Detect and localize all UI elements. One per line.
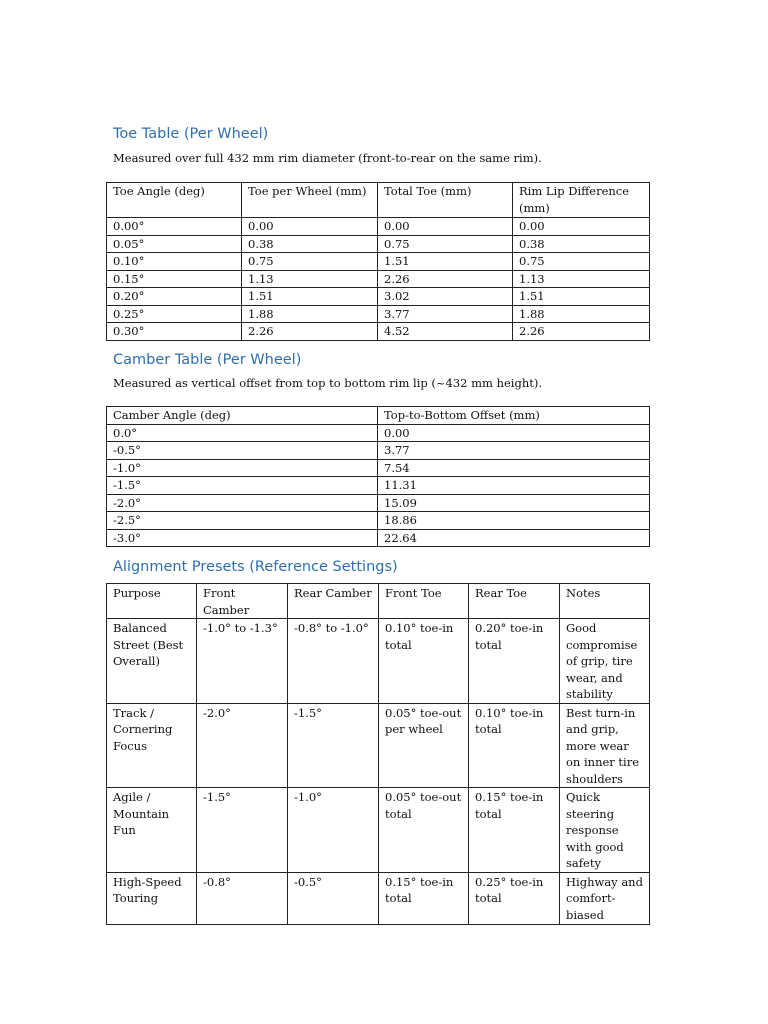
presets-table-cell: 0.25° toe-in total <box>469 872 560 924</box>
presets-table-cell: Rear Toe <box>469 584 560 619</box>
toe-table-cell: 0.00 <box>242 218 378 236</box>
presets-table-cell: -2.0° <box>197 703 288 788</box>
toe-table-cell: 1.88 <box>242 305 378 323</box>
toe-table-cell: Rim Lip Difference (mm) <box>513 183 650 218</box>
toe-table-cell: 1.13 <box>513 270 650 288</box>
toe-table-heading: Toe Table (Per Wheel) <box>113 126 269 142</box>
presets-table <box>106 583 650 925</box>
presets-table-cell: -0.8° <box>197 872 288 924</box>
camber-table-row <box>107 512 650 530</box>
camber-table-row <box>107 442 650 460</box>
toe-table-cell: Toe Angle (deg) <box>107 183 242 218</box>
toe-table-cell: 2.26 <box>378 270 513 288</box>
toe-table-cell: 0.15° <box>107 270 242 288</box>
camber-table-cell: -3.0° <box>107 529 378 547</box>
presets-table-row <box>107 788 650 873</box>
camber-table-cell: -1.0° <box>107 459 378 477</box>
toe-table-cell: 0.75 <box>242 253 378 271</box>
presets-table-cell: Quick steering response with good safety <box>560 788 650 873</box>
presets-table-cell: Front Camber <box>197 584 288 619</box>
toe-table-cell: 3.77 <box>378 305 513 323</box>
camber-table-cell: 15.09 <box>378 494 650 512</box>
presets-table-cell: -1.5° <box>197 788 288 873</box>
toe-table-cell: 1.88 <box>513 305 650 323</box>
presets-table-cell: Balanced Street (Best Overall) <box>107 619 197 704</box>
toe-table-cell: 0.30° <box>107 323 242 341</box>
camber-table-cell: 3.77 <box>378 442 650 460</box>
presets-table-cell: Highway and comfort-biased <box>560 872 650 924</box>
camber-table-cell: Top-to-Bottom Offset (mm) <box>378 407 650 425</box>
toe-table-cell: 1.13 <box>242 270 378 288</box>
presets-table-cell: 0.10° toe-in total <box>469 703 560 788</box>
presets-table-cell: Agile / Mountain Fun <box>107 788 197 873</box>
presets-table-cell: 0.05° toe-out per wheel <box>379 703 469 788</box>
camber-table-row <box>107 424 650 442</box>
presets-table-row <box>107 619 650 704</box>
toe-table-cell: 1.51 <box>378 253 513 271</box>
toe-table-row <box>107 235 650 253</box>
toe-table-cell: 3.02 <box>378 288 513 306</box>
toe-table-cell: 4.52 <box>378 323 513 341</box>
presets-table-cell: 0.10° toe-in total <box>379 619 469 704</box>
toe-table-cell: 0.05° <box>107 235 242 253</box>
presets-table-cell: 0.15° toe-in total <box>379 872 469 924</box>
toe-table-cell: 1.51 <box>242 288 378 306</box>
toe-table-cell: 0.20° <box>107 288 242 306</box>
camber-table-cell: -0.5° <box>107 442 378 460</box>
toe-table-cell: 0.38 <box>513 235 650 253</box>
presets-table-cell: Notes <box>560 584 650 619</box>
camber-table-cell: 11.31 <box>378 477 650 495</box>
toe-table-cell: 2.26 <box>513 323 650 341</box>
presets-table-header-row <box>107 584 650 619</box>
toe-table-cell: 0.00 <box>513 218 650 236</box>
presets-table-cell: Purpose <box>107 584 197 619</box>
presets-table-cell: Front Toe <box>379 584 469 619</box>
camber-table-cell: 0.00 <box>378 424 650 442</box>
toe-table <box>106 182 650 341</box>
camber-table-cell: -1.5° <box>107 477 378 495</box>
presets-table-cell: High-Speed Touring <box>107 872 197 924</box>
camber-table-cell: 22.64 <box>378 529 650 547</box>
toe-table-cell: 0.00 <box>378 218 513 236</box>
presets-table-cell: -1.0° <box>288 788 379 873</box>
camber-table-row <box>107 529 650 547</box>
toe-table-header-row <box>107 183 650 218</box>
camber-table-row <box>107 459 650 477</box>
presets-table-cell: 0.05° toe-out total <box>379 788 469 873</box>
camber-table-cell: 7.54 <box>378 459 650 477</box>
presets-table-cell: -1.5° <box>288 703 379 788</box>
presets-table-cell: 0.20° toe-in total <box>469 619 560 704</box>
toe-table-cell: 0.75 <box>378 235 513 253</box>
camber-table-cell: -2.5° <box>107 512 378 530</box>
presets-table-heading: Alignment Presets (Reference Settings) <box>113 559 398 575</box>
presets-table-cell: -0.8° to -1.0° <box>288 619 379 704</box>
presets-table-row <box>107 703 650 788</box>
toe-table-row <box>107 305 650 323</box>
camber-table-row <box>107 477 650 495</box>
presets-table-cell: Best turn-in and grip, more wear on inner tire shoulders <box>560 703 650 788</box>
camber-table-header-row <box>107 407 650 425</box>
presets-table-cell: Rear Camber <box>288 584 379 619</box>
presets-table-row <box>107 872 650 924</box>
toe-table-cell: Total Toe (mm) <box>378 183 513 218</box>
presets-table-cell: -0.5° <box>288 872 379 924</box>
toe-table-cell: 0.10° <box>107 253 242 271</box>
presets-table-cell: -1.0° to -1.3° <box>197 619 288 704</box>
camber-table-heading: Camber Table (Per Wheel) <box>113 352 302 368</box>
toe-table-cell: 1.51 <box>513 288 650 306</box>
toe-table-cell: 2.26 <box>242 323 378 341</box>
toe-table-row <box>107 323 650 341</box>
toe-table-cell: 0.75 <box>513 253 650 271</box>
presets-table-cell: 0.15° toe-in total <box>469 788 560 873</box>
camber-table-cell: 0.0° <box>107 424 378 442</box>
toe-table-description: Measured over full 432 mm rim diameter (front-to-rear on the same rim). <box>113 151 542 165</box>
toe-table-cell: 0.25° <box>107 305 242 323</box>
toe-table-row <box>107 253 650 271</box>
toe-table-cell: 0.38 <box>242 235 378 253</box>
camber-table <box>106 406 650 547</box>
camber-table-cell: -2.0° <box>107 494 378 512</box>
camber-table-cell: 18.86 <box>378 512 650 530</box>
presets-table-cell: Track / Cornering Focus <box>107 703 197 788</box>
toe-table-row <box>107 270 650 288</box>
toe-table-row <box>107 218 650 236</box>
toe-table-cell: Toe per Wheel (mm) <box>242 183 378 218</box>
camber-table-cell: Camber Angle (deg) <box>107 407 378 425</box>
camber-table-row <box>107 494 650 512</box>
presets-table-cell: Good compromise of grip, tire wear, and stability <box>560 619 650 704</box>
camber-table-description: Measured as vertical offset from top to bottom rim lip (~432 mm height). <box>113 376 543 390</box>
toe-table-cell: 0.00° <box>107 218 242 236</box>
toe-table-row <box>107 288 650 306</box>
